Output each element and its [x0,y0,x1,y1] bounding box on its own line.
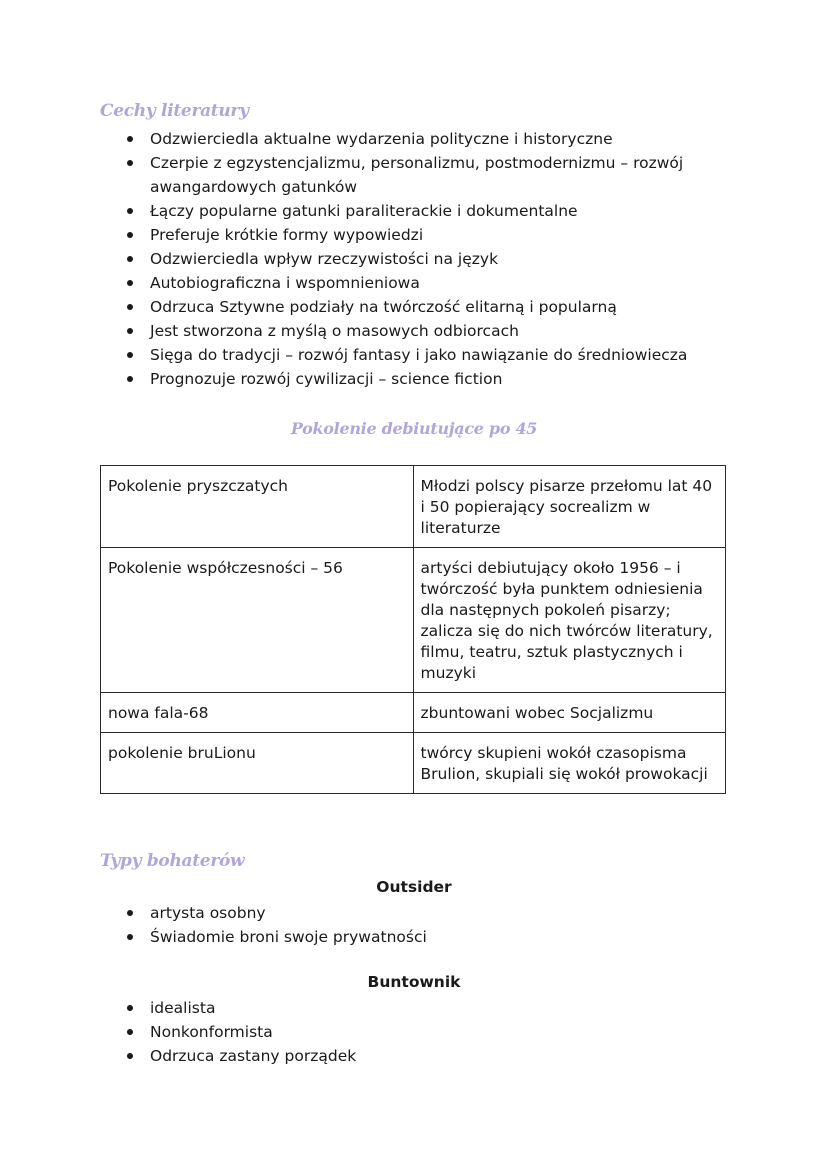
bullet-icon [127,208,133,214]
table-row [101,548,726,693]
generation-name-cell: Pokolenie współczesności – 56 [101,548,414,693]
hero-type-title-outsider: Outsider [376,878,452,896]
list-item: Jest stworzona z myślą o masowych odbiorcach [100,319,740,343]
list-item: idealista [100,996,740,1020]
generation-description-cell: zbuntowani wobec Socjalizmu [413,693,725,733]
bullet-icon [127,160,133,166]
list-item: Nonkonformista [100,1020,740,1044]
hero-type-title-buntownik: Buntownik [367,973,461,991]
generation-name-cell: Pokolenie pryszczatych [101,466,414,548]
list-item: Łączy popularne gatunki paraliterackie i dokumentalne [100,199,740,223]
bullet-icon [127,280,133,286]
generation-description-cell: twórcy skupieni wokół czasopisma Brulion, skupiali się wokół prowokacji [413,733,725,794]
bullet-icon [127,232,133,238]
bullet-icon [127,376,133,382]
outsider-list [100,901,740,949]
table-row [101,693,726,733]
table-row [101,733,726,794]
generation-name-cell: nowa fala-68 [101,693,414,733]
bullet-icon [127,910,133,916]
bullet-icon [127,256,133,262]
generation-name-cell: pokolenie bruLionu [101,733,414,794]
list-item: Prognozuje rozwój cywilizacji – science fiction [100,367,740,391]
list-item: Odzwierciedla wpływ rzeczywistości na język [100,247,740,271]
list-item: artysta osobny [100,901,740,925]
generations-table [100,465,726,794]
bullet-icon [127,1053,133,1059]
bullet-icon [127,304,133,310]
list-item: Odzwierciedla aktualne wydarzenia polityczne i historyczne [100,127,740,151]
list-item: Autobiograficzna i wspomnieniowa [100,271,740,295]
bullet-icon [127,1029,133,1035]
list-item: Odrzuca Sztywne podziały na twórczość elitarną i popularną [100,295,740,319]
generation-description-cell: Młodzi polscy pisarze przełomu lat 40 i 50 popierający socrealizm w literaturze [413,466,725,548]
list-item: Preferuje krótkie formy wypowiedzi [100,223,740,247]
generations-heading: Pokolenie debiutujące po 45 [290,419,538,438]
list-item: Czerpie z egzystencjalizmu, personalizmu, postmodernizmu – rozwój awangardowych gatunków [100,151,740,199]
features-heading: Cechy literatury [100,101,249,121]
list-item: Odrzuca zastany porządek [100,1044,740,1068]
buntownik-list [100,996,740,1068]
heroes-heading: Typy bohaterów [100,851,245,871]
list-item: Sięga do tradycji – rozwój fantasy i jako nawiązanie do średniowiecza [100,343,740,367]
bullet-icon [127,352,133,358]
bullet-icon [127,1005,133,1011]
list-item: Świadomie broni swoje prywatności [100,925,740,949]
features-list [100,127,740,391]
bullet-icon [127,136,133,142]
generation-description-cell: artyści debiutujący około 1956 – i twórczość była punktem odniesienia dla następnych pokoleń pisarzy; zalicza się do nich twórców literatury, filmu, teatru, sztuk plastycznych i muzyki [413,548,725,693]
table-row [101,466,726,548]
bullet-icon [127,934,133,940]
bullet-icon [127,328,133,334]
